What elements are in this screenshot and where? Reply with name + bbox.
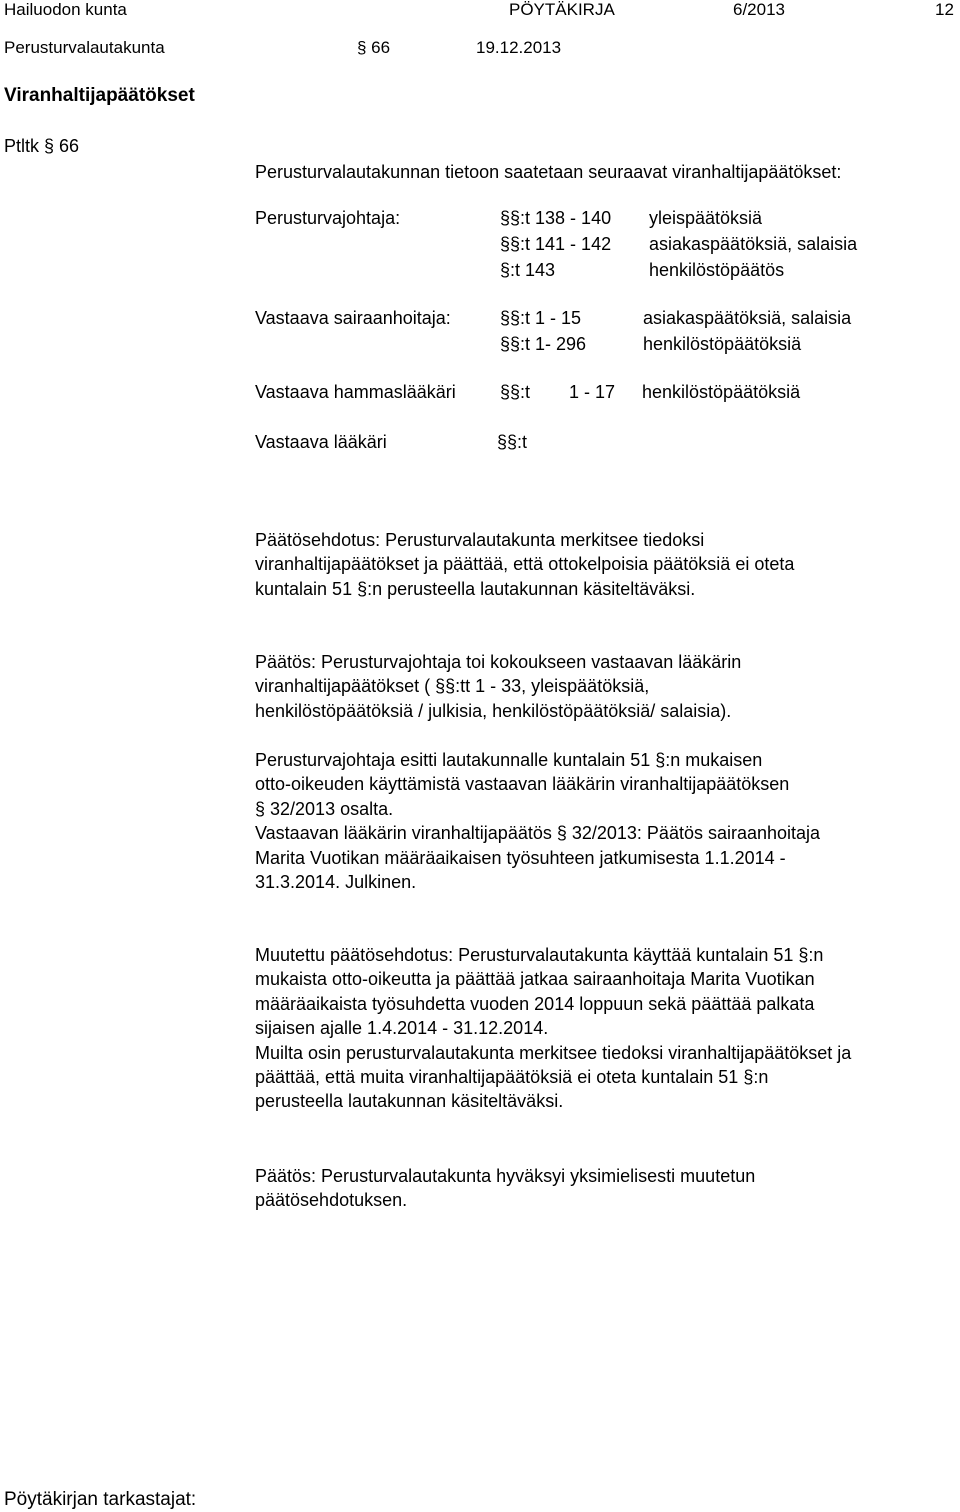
decision-number: §§:t <box>500 382 531 402</box>
proposal-line: kuntalain 51 §:n perusteella lautakunnan käsiteltäväksi. <box>255 578 696 599</box>
doc-type: PÖYTÄKIRJA <box>509 0 615 19</box>
decision-type: asiakaspäätöksiä, salaisia <box>649 234 858 254</box>
final-decision-line: päätösehdotuksen. <box>255 1190 408 1211</box>
final-decision-paragraph <box>255 1164 755 1213</box>
section-number: § 66 <box>357 38 391 57</box>
discussion-line: Marita Vuotikan määräaikaisen työsuhteen jatkumisesta 1.1.2014 - <box>255 847 786 868</box>
role-hammaslaakari: Vastaava hammaslääkäri <box>255 382 456 402</box>
role-perusturvajohtaja: Perusturvajohtaja: <box>255 208 401 228</box>
footer-reviewers-label: Pöytäkirjan tarkastajat: <box>4 1489 197 1510</box>
decision-number: §§:t 141 - 142 <box>500 234 612 254</box>
role-sairaanhoitaja: Vastaava sairaanhoitaja: <box>255 308 451 328</box>
decision-type: henkilöstöpäätöksiä <box>642 382 801 402</box>
discussion-line: otto-oikeuden käyttämistä vastaavan lääkärin viranhaltijapäätöksen <box>255 774 790 795</box>
decision-number: §:t 143 <box>500 260 556 280</box>
decision-number: §§:t 1- 296 <box>500 334 587 354</box>
municipality-name: Hailuodon kunta <box>4 0 127 19</box>
decision-line: viranhaltijapäätökset ( §§:tt 1 - 33, yleispäätöksiä, <box>255 676 650 697</box>
item-label: Ptltk § 66 <box>4 136 80 156</box>
decision-type: henkilöstöpäätöksiä <box>643 334 802 354</box>
decision-type: henkilöstöpäätös <box>649 260 785 280</box>
amended-line: perusteella lautakunnan käsiteltäväksi. <box>255 1091 564 1112</box>
proposal-line: Päätösehdotus: Perusturvalautakunta merkitsee tiedoksi <box>255 530 705 550</box>
amended-line: Muilta osin perusturvalautakunta merkitsee tiedoksi viranhaltijapäätökset ja <box>255 1042 852 1063</box>
amended-line: mukaista otto-oikeutta ja päättää jatkaa sairaanhoitaja Marita Vuotikan <box>255 969 815 990</box>
decision-number: §§:t 1 - 15 <box>500 308 582 328</box>
decision-line: Päätös: Perusturvajohtaja toi kokoukseen vastaavan lääkärin <box>255 652 742 672</box>
decision-paragraph <box>255 650 741 723</box>
amended-proposal-paragraph <box>255 943 851 1114</box>
discussion-line: Vastaavan lääkärin viranhaltijapäätös § 32/2013: Päätös sairaanhoitaja <box>255 823 821 844</box>
decision-number: §§:t <box>497 432 528 452</box>
board-name: Perusturvalautakunta <box>4 38 165 57</box>
decision-line: henkilöstöpäätöksiä / julkisia, henkilöstöpäätöksiä/ salaisia). <box>255 700 732 721</box>
final-decision-line: Päätös: Perusturvalautakunta hyväksyi yksimielisesti muutetun <box>255 1166 756 1186</box>
amended-line: päättää, että muita viranhaltijapäätöksiä ei oteta kuntalain 51 §:n <box>255 1067 769 1088</box>
amended-line: Muutettu päätösehdotus: Perusturvalautakunta käyttää kuntalain 51 §:n <box>255 945 824 965</box>
proposal-paragraph <box>255 528 794 601</box>
decision-number: §§:t 138 - 140 <box>500 208 612 228</box>
doc-number: 6/2013 <box>733 0 785 19</box>
decision-type: asiakaspäätöksiä, salaisia <box>643 308 852 328</box>
amended-line: määräaikaista työsuhdetta vuoden 2014 loppuun sekä päättää palkata <box>255 993 815 1014</box>
page-number: 12 <box>935 0 954 19</box>
discussion-line: § 32/2013 osalta. <box>255 798 394 819</box>
intro-text: Perusturvalautakunnan tietoon saatetaan seuraavat viranhaltijapäätökset: <box>255 162 842 182</box>
meeting-date: 19.12.2013 <box>476 38 562 57</box>
discussion-line: Perusturvajohtaja esitti lautakunnalle kuntalain 51 §:n mukaisen <box>255 750 763 770</box>
discussion-line: 31.3.2014. Julkinen. <box>255 872 417 893</box>
amended-line: sijaisen ajalle 1.4.2014 - 31.12.2014. <box>255 1018 549 1039</box>
proposal-line: viranhaltijapäätökset ja päättää, että ottokelpoisia päätöksiä ei oteta <box>255 554 795 575</box>
role-laakari: Vastaava lääkäri <box>255 432 387 452</box>
page-title: Viranhaltijapäätökset <box>4 85 195 106</box>
decision-type: yleispäätöksiä <box>649 208 763 228</box>
discussion-paragraph <box>255 748 820 894</box>
decision-range: 1 - 17 <box>569 382 616 402</box>
